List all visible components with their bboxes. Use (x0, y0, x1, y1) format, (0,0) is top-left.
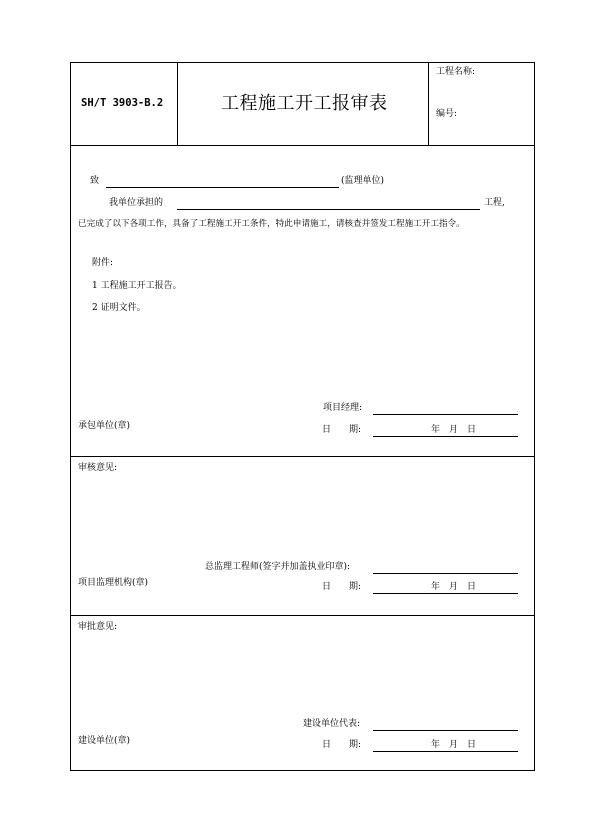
form-code: SH/T 3903-B.2 (81, 97, 164, 109)
undertaken-label: 我单位承担的 (109, 198, 164, 208)
date-field[interactable] (373, 751, 518, 752)
section-divider-1 (70, 456, 535, 457)
project-name-label: 工程名称: (436, 67, 476, 77)
attachments-label: 附件: (92, 258, 114, 268)
project-manager-signature-field[interactable] (373, 414, 518, 415)
date-units: 年 月 日 (431, 582, 477, 592)
project-suffix: 工程, (484, 198, 505, 208)
date-units: 年 月 日 (431, 425, 477, 435)
date-field[interactable] (373, 436, 518, 437)
owner-unit-label: 建设单位(章) (78, 736, 131, 746)
to-label: 致 (90, 176, 100, 186)
date-label: 日 期: (322, 740, 362, 750)
section-divider-2 (70, 615, 535, 616)
form-title: 工程施工开工报审表 (221, 93, 388, 114)
project-field[interactable] (177, 209, 480, 210)
date-label: 日 期: (322, 582, 362, 592)
date-units: 年 月 日 (431, 740, 477, 750)
supervisor-unit-label: (监理单位) (341, 176, 385, 186)
attachment-item-2: 2 证明文件。 (92, 303, 146, 313)
header-divider (70, 145, 535, 146)
chief-engineer-label: 总监理工程师(签字并加盖执业印章): (205, 562, 351, 572)
chief-engineer-signature-field[interactable] (373, 573, 518, 574)
date-field[interactable] (373, 593, 518, 594)
form-frame (70, 62, 535, 771)
supervisor-unit-field[interactable] (106, 187, 339, 188)
header-vdivider-2 (428, 62, 429, 145)
header-vdivider-1 (177, 62, 178, 145)
number-label: 编号: (436, 109, 458, 119)
date-label: 日 期: (322, 425, 362, 435)
project-manager-label: 项目经理: (323, 403, 363, 413)
application-statement: 已完成了以下各项工作，具备了工程施工开工条件，特此申请施工，请核查并签发工程施工开工指令。 (78, 219, 465, 229)
attachment-item-1: 1 工程施工开工报告。 (92, 281, 182, 291)
owner-representative-label: 建设单位代表: (303, 719, 361, 729)
supervision-org-label: 项目监理机构(章) (78, 578, 149, 588)
contractor-unit-label: 承包单位(章) (78, 421, 131, 431)
owner-representative-signature-field[interactable] (373, 730, 518, 731)
review-opinion-heading: 审核意见: (78, 463, 118, 473)
approval-opinion-heading: 审批意见: (78, 622, 118, 632)
